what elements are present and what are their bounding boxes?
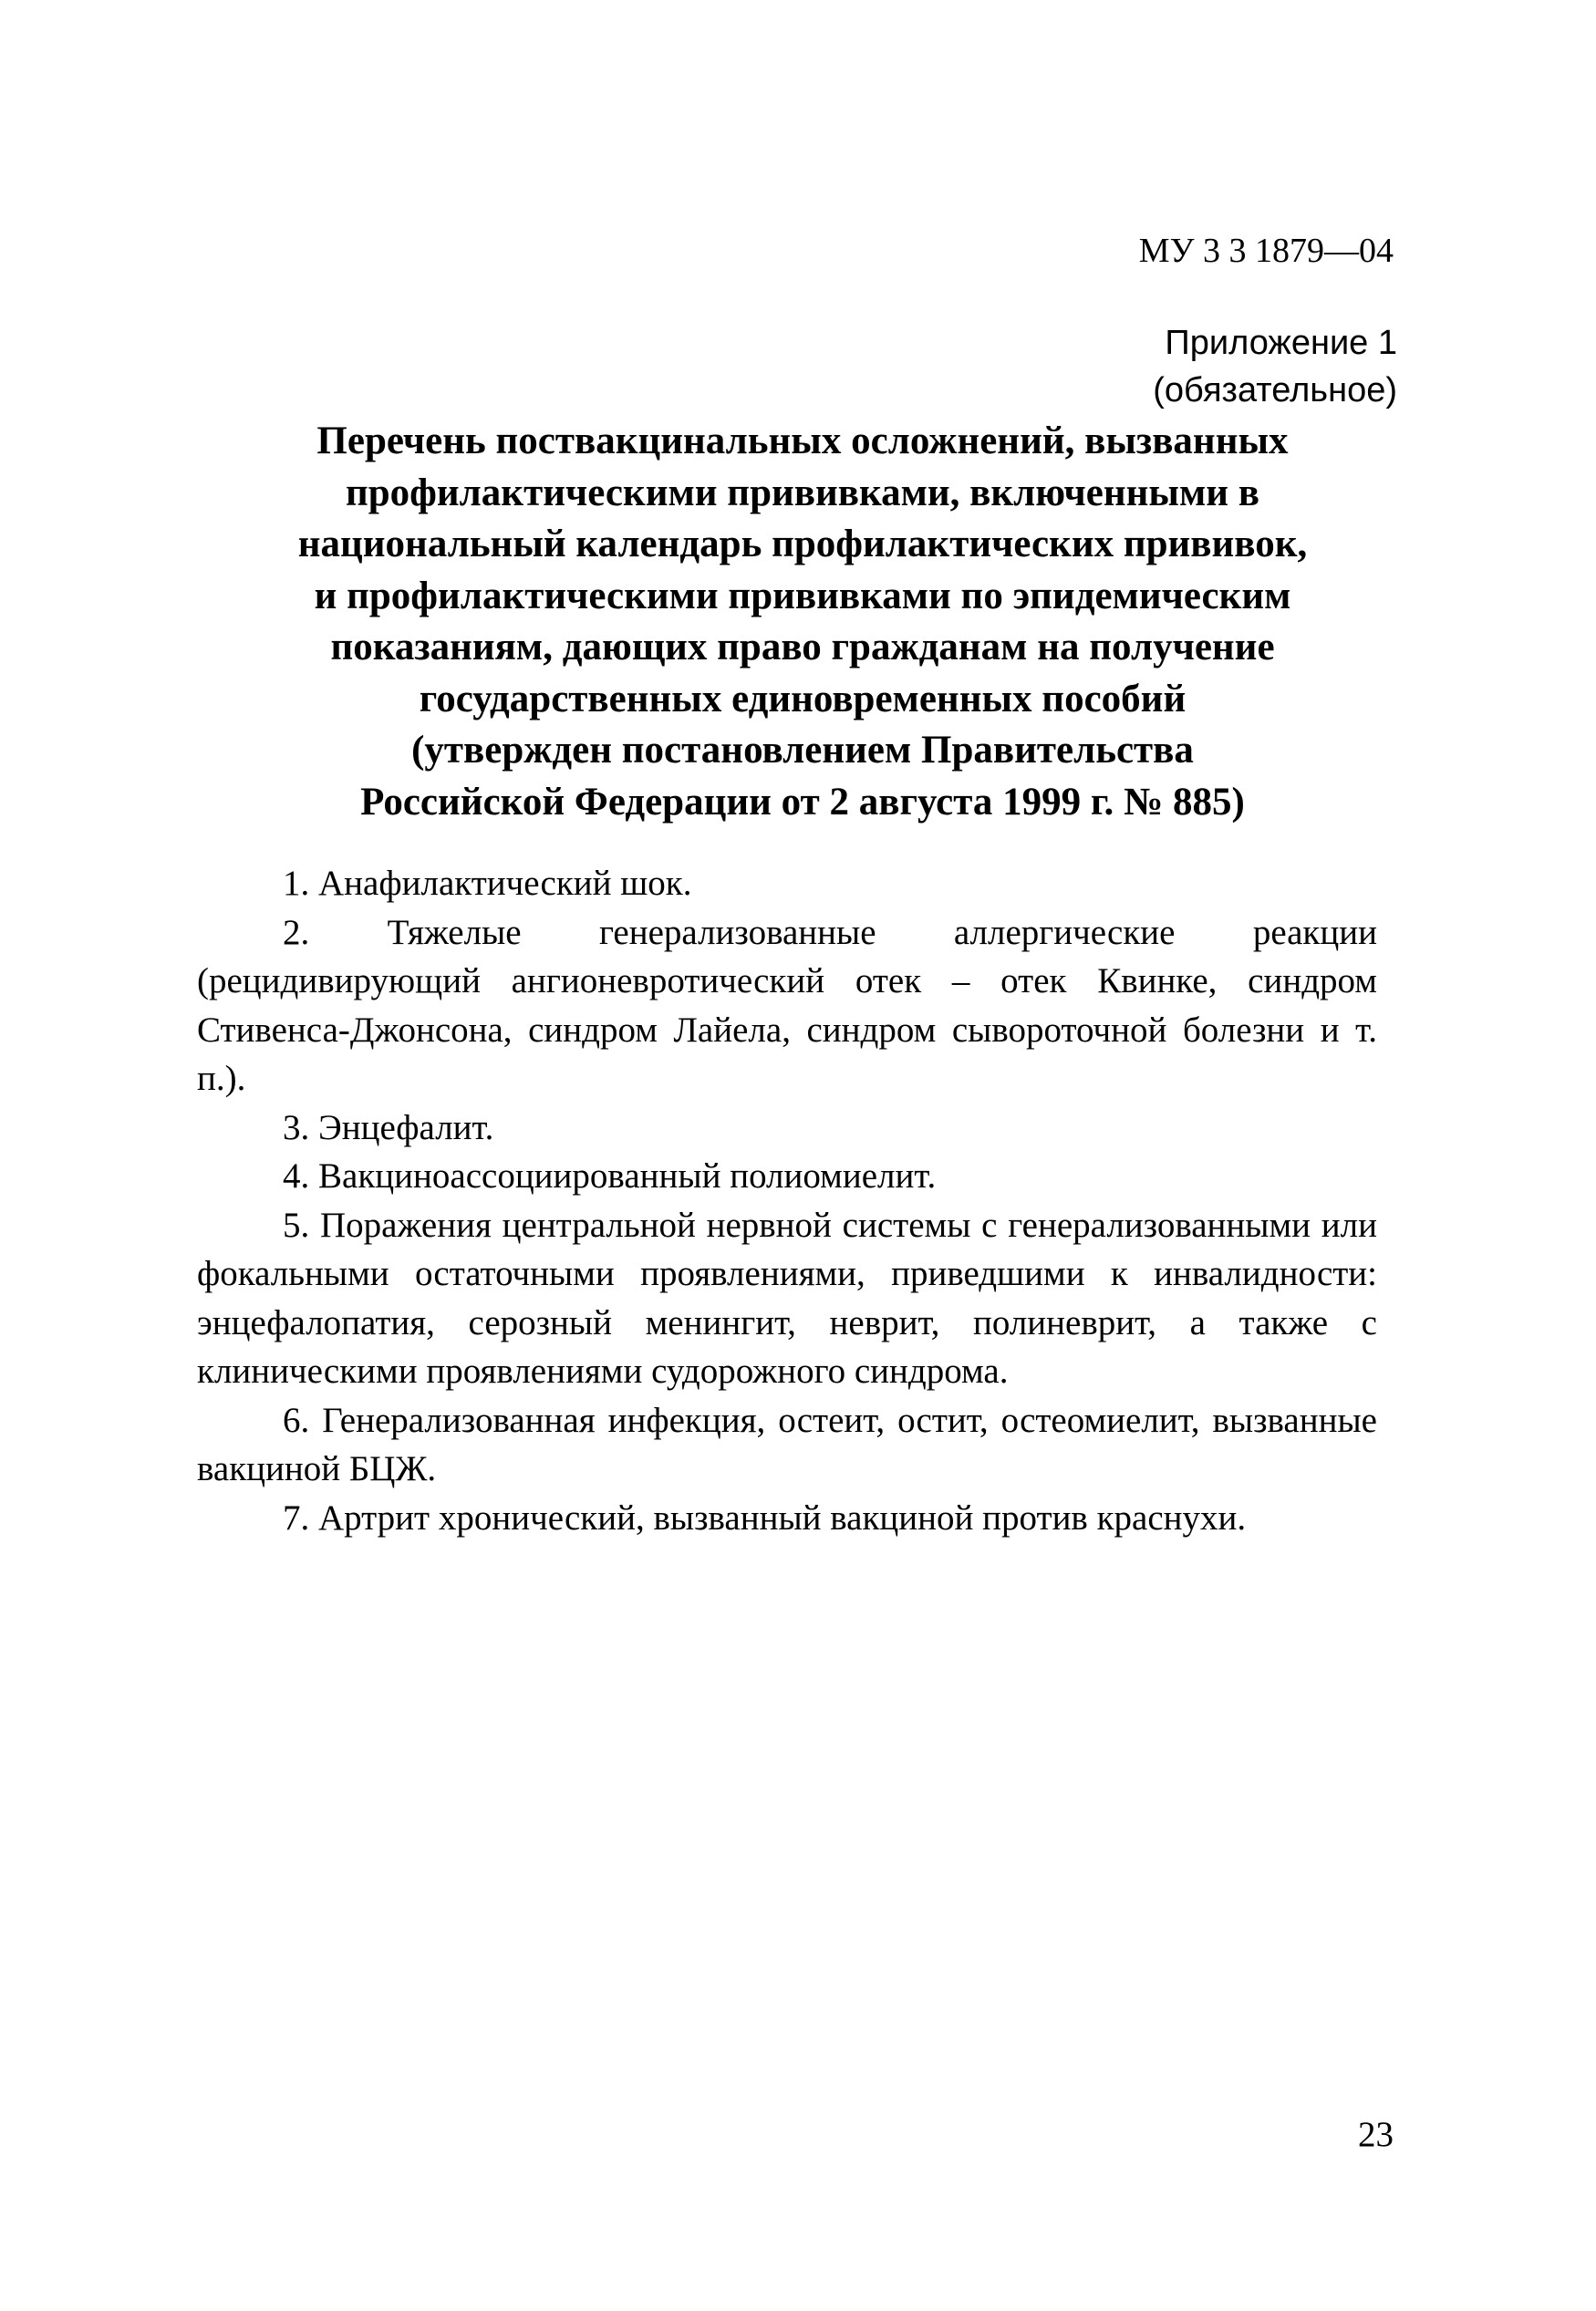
appendix-label: Приложение 1	[1165, 324, 1397, 362]
title-line: (утвержден постановлением Правительства	[411, 729, 1194, 772]
list-item: 2. Тяжелые генерализованные аллергические реакции (рецидивирующий ангионевротический отек – отек Квинке, синдром Стивенса-Джонсона, синдром Лайела, синдром сывороточной болезни и т. п.).	[197, 912, 1377, 1098]
document-code: МУ 3 3 1879—04	[1138, 232, 1394, 270]
list-item: 1. Анафилактический шок.	[283, 864, 692, 903]
title-line: национальный календарь профилактических прививок,	[297, 523, 1308, 565]
list-item: 6. Генерализованная инфекция, остеит, остит, остеомиелит, вызванные вакциной БЦЖ.	[197, 1400, 1377, 1488]
title-line: показаниям, дающих право гражданам на получение	[330, 626, 1275, 668]
title-line: Российской Федерации от 2 августа 1999 г. № 885)	[360, 780, 1245, 824]
list-item: 3. Энцефалит.	[283, 1107, 494, 1147]
list-item: 4. Вакциноассоциированный полиомиелит.	[283, 1156, 937, 1196]
title-line: государственных единовременных пособий	[419, 677, 1187, 720]
page-number: 23	[1358, 2115, 1394, 2154]
appendix-block	[1153, 319, 1397, 414]
list-item: 7. Артрит хронический, вызванный вакциной против краснухи.	[283, 1497, 1247, 1538]
appendix-status: (обязательное)	[1153, 371, 1397, 409]
title-line: профилактическими прививками, включенными в	[345, 471, 1260, 514]
list-item: 5. Поражения центральной нервной системы с генерализованными или фокальными остаточными проявлениями, приведшими к инвалидности: энцефалопатия, серозный менингит, неврит, полиневрит, а также с клиническими проявлениями судорожного синдрома.	[197, 1205, 1377, 1391]
complications-list	[197, 859, 1377, 1542]
document-title	[228, 416, 1377, 828]
title-line: Перечень поствакцинальных осложнений, вызванных	[316, 420, 1289, 462]
title-line: и профилактическими прививками по эпидемическим	[314, 574, 1291, 617]
